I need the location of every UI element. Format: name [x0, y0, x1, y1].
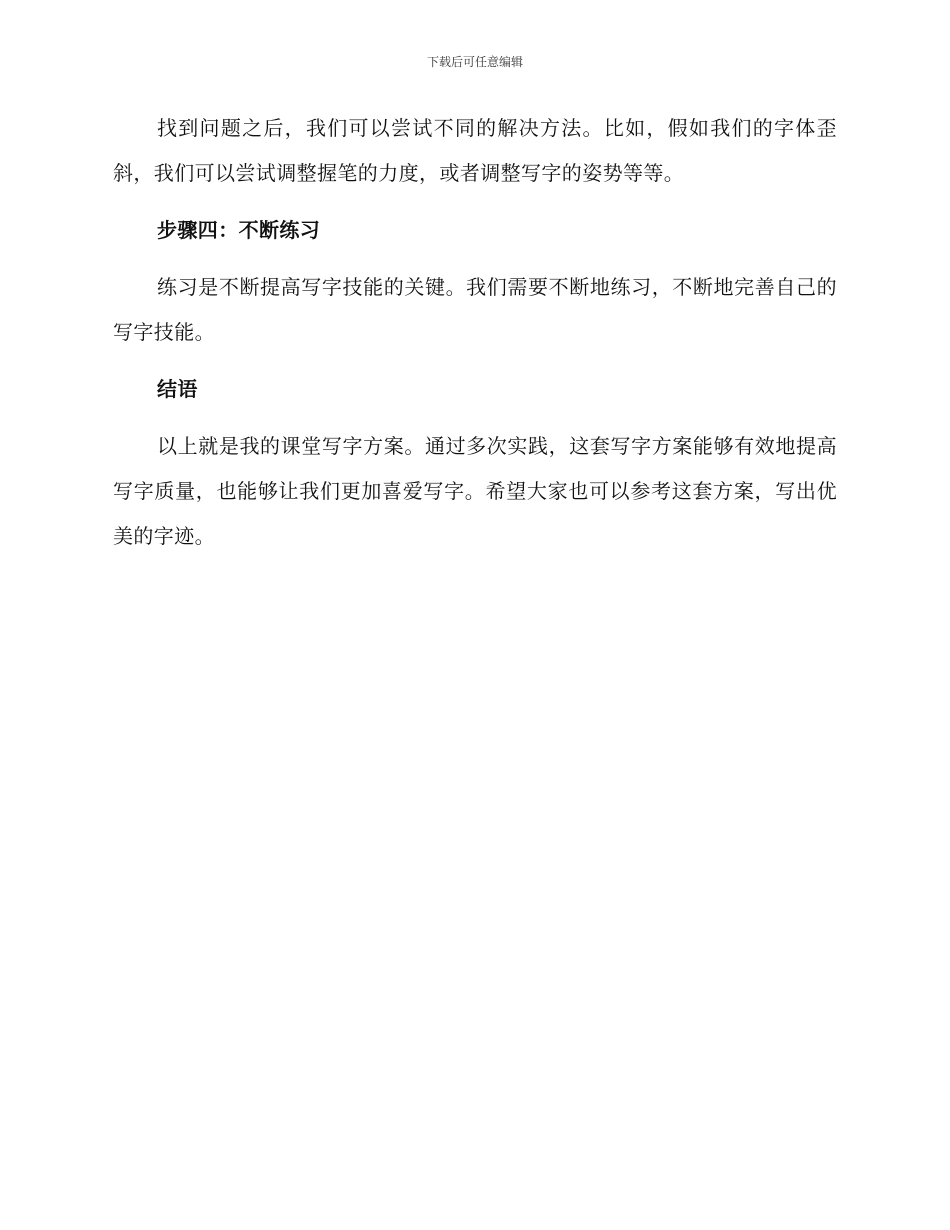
section-heading: 结语: [157, 377, 198, 401]
body-paragraph: 找到问题之后，我们可以尝试不同的解决方法。比如，假如我们的字体歪斜，我们可以尝试调整握笔的力度，或者调整写字的姿势等等。: [113, 116, 837, 185]
section-heading: 步骤四：不断练习: [157, 218, 321, 242]
body-paragraph: 以上就是我的课堂写字方案。通过多次实践，这套写字方案能够有效地提高写字质量，也能够让我们更加喜爱写字。希望大家也可以参考这套方案，写出优美的字迹。: [113, 434, 837, 548]
page-header: 下载后可任意编辑: [426, 55, 523, 69]
body-paragraph: 练习是不断提高写字技能的关键。我们需要不断地练习，不断地完善自己的写字技能。: [113, 275, 837, 344]
document-body: [113, 106, 837, 571]
